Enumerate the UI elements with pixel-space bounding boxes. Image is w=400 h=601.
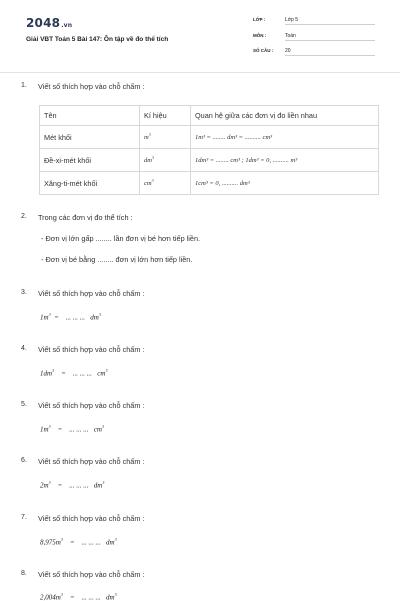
row-name: Xăng-ti-mét khối xyxy=(40,172,140,195)
q5-number: 5. xyxy=(21,401,27,408)
q7-number: 7. xyxy=(21,514,27,521)
q8-text: Viết số thích hợp vào chỗ chấm : xyxy=(38,570,145,579)
meta-count xyxy=(253,48,379,56)
q5-text: Viết số thích hợp vào chỗ chấm : xyxy=(38,401,145,410)
q7-equation[interactable]: $8,975m^3$ = ... ... ... $dm^3$ xyxy=(40,537,117,547)
table-header-relation: Quan hệ giữa các đơn vị đo liền nhau xyxy=(191,106,379,126)
q6-text: Viết số thích hợp vào chỗ chấm : xyxy=(38,457,145,466)
table-row xyxy=(40,126,379,149)
q3-equation[interactable]: $1m^3$ = ... ... ... $dm^3$ xyxy=(40,312,101,322)
row-symbol: $dm^3$ xyxy=(140,149,191,172)
q2-line-1[interactable]: - Đơn vị lớn gấp ........ lần đơn vị bé hơn tiếp liền. xyxy=(41,234,201,243)
table-header-symbol: Kí hiệu xyxy=(140,106,191,126)
document-title: Giải VBT Toán 5 Bài 147: Ôn tập về đo thể tích xyxy=(26,36,169,43)
meta-count-label: SỐ CÂU : xyxy=(253,48,274,53)
row-relation[interactable]: 1dm³ = ........ cm³ ; 1dm³ = 0, .......... m³ xyxy=(191,149,379,172)
q8-number: 8. xyxy=(21,570,27,577)
q4-number: 4. xyxy=(21,345,27,352)
row-name: Đề-xi-mét khối xyxy=(40,149,140,172)
q4-text: Viết số thích hợp vào chỗ chấm : xyxy=(38,345,145,354)
q4-equation[interactable]: $1dm^3$ = ... ... ... $cm^3$ xyxy=(40,368,108,378)
meta-count-value: 20 xyxy=(285,48,375,56)
q6-number: 6. xyxy=(21,457,27,464)
table-header-name: Tên xyxy=(40,106,140,126)
meta-subject-label: MÔN : xyxy=(253,33,267,38)
row-relation[interactable]: 1m³ = ........ dm³ = .......... cm³ xyxy=(191,126,379,149)
row-symbol: $cm^3$ xyxy=(140,172,191,195)
meta-subject-value: Toán xyxy=(285,33,375,41)
table-row xyxy=(40,149,379,172)
meta-class-value: Lớp 5 xyxy=(285,17,375,25)
q8-equation[interactable]: $2,004m^3$ = ... ... ... $dm^3$ xyxy=(40,592,117,601)
q3-text: Viết số thích hợp vào chỗ chấm : xyxy=(38,289,145,298)
table-header-row xyxy=(40,106,379,126)
row-symbol: $m^3$ xyxy=(140,126,191,149)
meta-class-label: LỚP : xyxy=(253,17,266,22)
logo-suffix: .vn xyxy=(61,22,73,29)
site-logo[interactable] xyxy=(26,16,72,30)
meta-class xyxy=(253,17,379,25)
document-header xyxy=(0,0,400,73)
row-relation[interactable]: 1cm³ = 0, .......... dm³ xyxy=(191,172,379,195)
q1-text: Viết số thích hợp vào chỗ chấm : xyxy=(38,82,145,91)
q3-number: 3. xyxy=(21,289,27,296)
q2-text: Trong các đơn vị đo thể tích : xyxy=(38,213,133,222)
meta-subject xyxy=(253,33,379,41)
q2-number: 2. xyxy=(21,213,27,220)
units-table xyxy=(39,105,379,195)
logo-text: 2048 xyxy=(26,16,61,30)
q2-line-2[interactable]: - Đơn vị bé bằng ........ đơn vị lớn hơn tiếp liền. xyxy=(41,255,193,264)
row-name: Mét khối xyxy=(40,126,140,149)
q7-text: Viết số thích hợp vào chỗ chấm : xyxy=(38,514,145,523)
q5-equation[interactable]: $1m^3$ = ... ... ... $cm^3$ xyxy=(40,424,104,434)
q6-equation[interactable]: $2m^3$ = ... ... ... $dm^3$ xyxy=(40,480,105,490)
q1-number: 1. xyxy=(21,82,27,89)
table-row xyxy=(40,172,379,195)
